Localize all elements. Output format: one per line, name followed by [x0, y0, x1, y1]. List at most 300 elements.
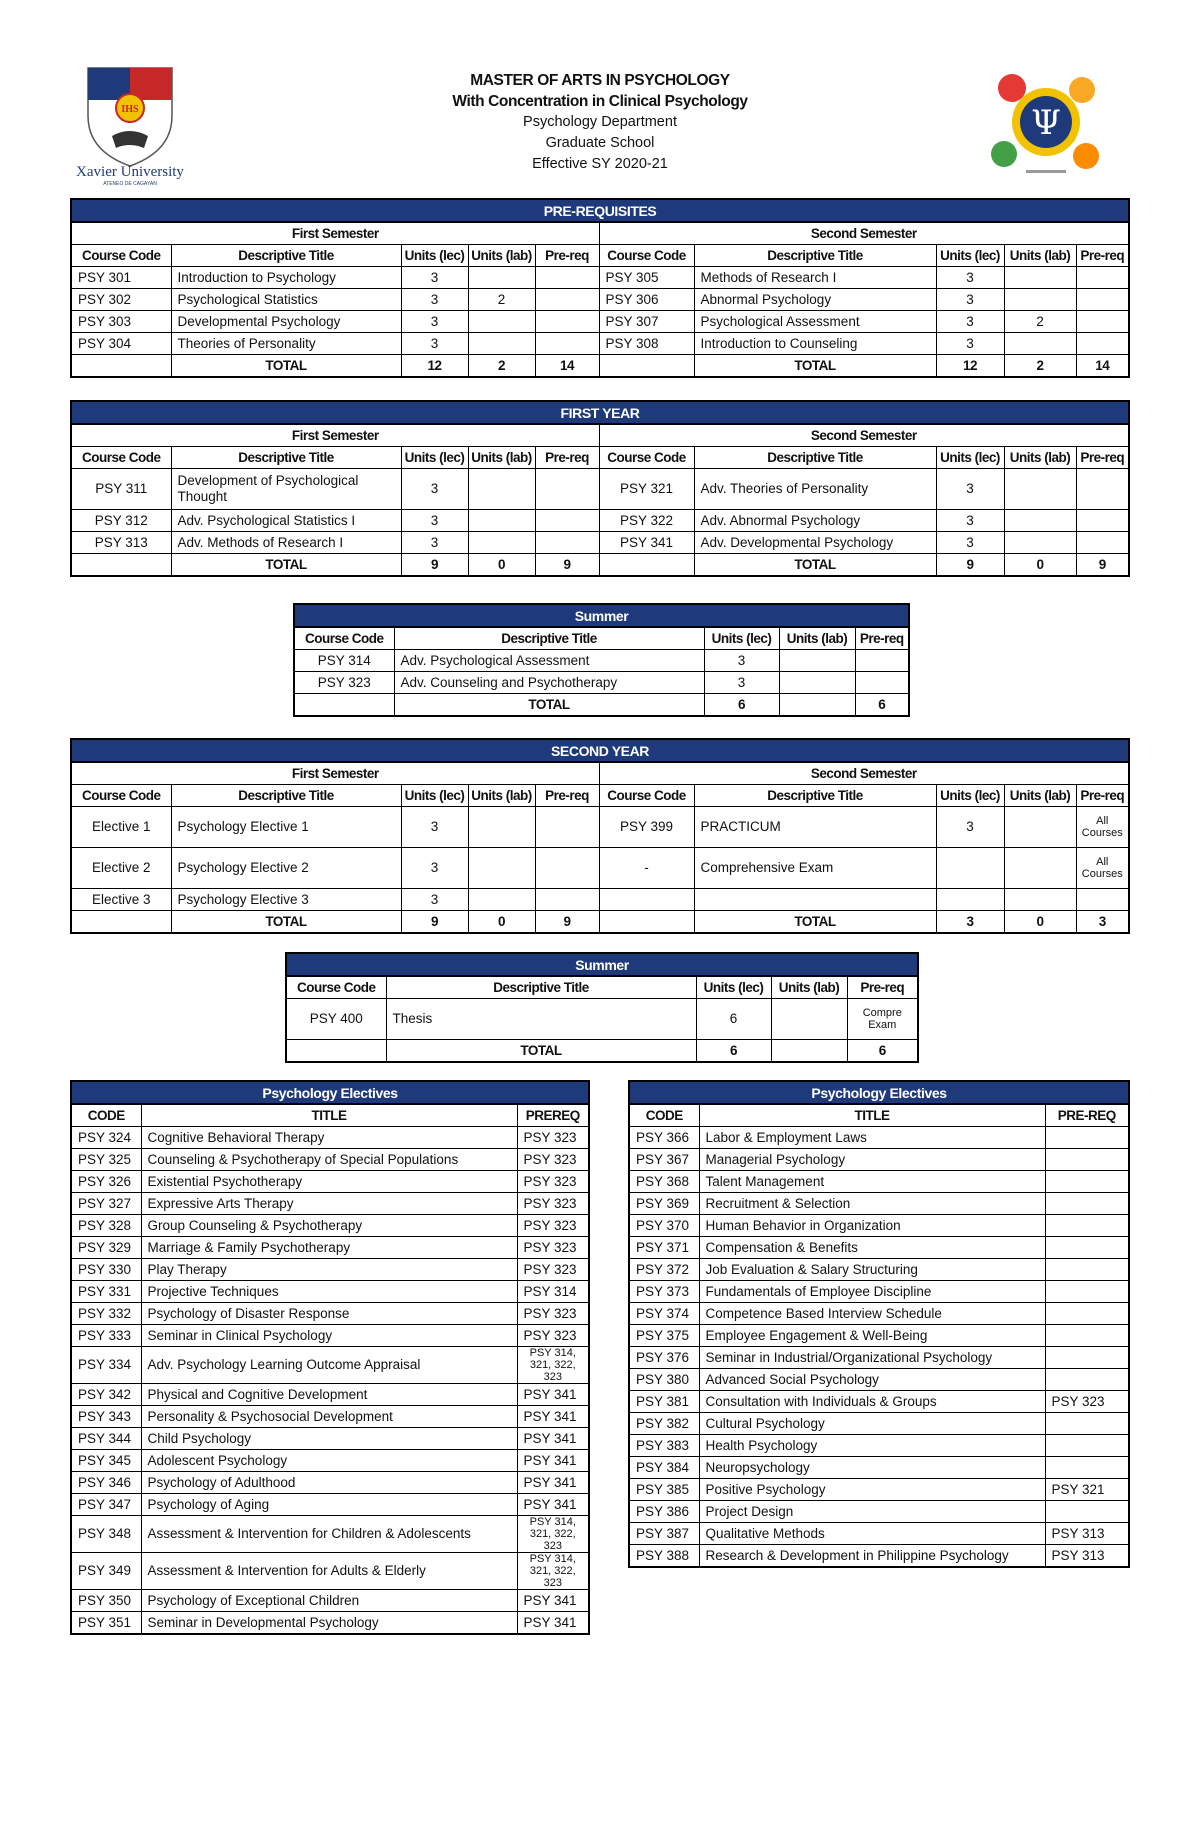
units-lec: 3	[936, 532, 1004, 554]
elective-title: Counseling & Psychotherapy of Special Populations	[141, 1149, 517, 1171]
col-header: Descriptive Title	[386, 976, 696, 999]
program-title: MASTER OF ARTS IN PSYCHOLOGY	[470, 72, 730, 89]
elective-prereq	[1045, 1303, 1129, 1325]
col-header: Descriptive Title	[694, 785, 936, 807]
sem-label: First Semester	[71, 222, 599, 245]
units-lec: 3	[401, 848, 468, 889]
elective-title: Personality & Psychosocial Development	[141, 1406, 517, 1428]
units-lec: 3	[401, 889, 468, 911]
elective-title: Psychology of Disaster Response	[141, 1303, 517, 1325]
elective-prereq	[1045, 1413, 1129, 1435]
units-lec: 3	[936, 807, 1004, 848]
table-row	[71, 1553, 589, 1590]
col-header: TITLE	[699, 1104, 1045, 1127]
prereq: All Courses	[1076, 807, 1129, 848]
col-header: Course Code	[599, 245, 694, 267]
col-header: Units (lab)	[468, 245, 535, 267]
course-title: Adv. Theories of Personality	[694, 469, 936, 510]
elective-title: Competence Based Interview Schedule	[699, 1303, 1045, 1325]
elective-prereq	[1045, 1215, 1129, 1237]
elective-title: Recruitment & Selection	[699, 1193, 1045, 1215]
prereq	[1076, 311, 1129, 333]
elective-code: PSY 342	[71, 1384, 141, 1406]
elective-title: Psychology of Aging	[141, 1494, 517, 1516]
table-row	[71, 469, 1129, 510]
elective-title: Advanced Social Psychology	[699, 1369, 1045, 1391]
elective-title: Labor & Employment Laws	[699, 1127, 1045, 1149]
table-row	[71, 1149, 589, 1171]
elective-code: PSY 347	[71, 1494, 141, 1516]
course-code: PSY 304	[71, 333, 171, 355]
elective-code: PSY 326	[71, 1171, 141, 1193]
table-row	[71, 333, 1129, 355]
total-row	[294, 694, 909, 717]
total-lab: 0	[1004, 911, 1076, 934]
elective-title: Psychology of Adulthood	[141, 1472, 517, 1494]
table-row	[629, 1457, 1129, 1479]
col-header: Units (lec)	[401, 447, 468, 469]
elective-code: PSY 344	[71, 1428, 141, 1450]
summer-2-table	[285, 952, 919, 1063]
electives-right-table	[628, 1080, 1130, 1568]
prereq	[535, 469, 599, 510]
col-header: Course Code	[599, 785, 694, 807]
total-prereq: 9	[535, 554, 599, 577]
sem-label: First Semester	[71, 424, 599, 447]
units-lec	[936, 848, 1004, 889]
col-header: Units (lab)	[771, 976, 847, 999]
table-row	[629, 1215, 1129, 1237]
table-row	[629, 1435, 1129, 1457]
electives-left-table	[70, 1080, 590, 1635]
units-lab	[1004, 807, 1076, 848]
table-row	[71, 1193, 589, 1215]
elective-prereq	[1045, 1171, 1129, 1193]
school: Graduate School	[545, 135, 655, 151]
elective-prereq: PSY 323	[517, 1237, 589, 1259]
sem-label: Second Semester	[599, 762, 1129, 785]
units-lec: 6	[696, 999, 771, 1040]
svg-text:Ψ: Ψ	[1031, 103, 1061, 143]
units-lec: 3	[401, 267, 468, 289]
units-lab	[1004, 889, 1076, 911]
elective-code: PSY 388	[629, 1545, 699, 1568]
table-row	[71, 311, 1129, 333]
col-header: Course Code	[71, 447, 171, 469]
elective-code: PSY 350	[71, 1590, 141, 1612]
col-header: Pre-req	[535, 447, 599, 469]
course-title: Adv. Developmental Psychology	[694, 532, 936, 554]
course-title: Introduction to Psychology	[171, 267, 401, 289]
table-row	[71, 1406, 589, 1428]
elective-code: PSY 325	[71, 1149, 141, 1171]
elective-prereq: PSY 341	[517, 1494, 589, 1516]
units-lab	[1004, 289, 1076, 311]
prereq	[855, 650, 909, 672]
course-title: Adv. Methods of Research I	[171, 532, 401, 554]
elective-title: Adolescent Psychology	[141, 1450, 517, 1472]
col-header: Units (lec)	[704, 627, 779, 650]
elective-code: PSY 329	[71, 1237, 141, 1259]
table-row	[629, 1545, 1129, 1568]
table-row	[71, 889, 1129, 911]
total-row	[71, 911, 1129, 934]
course-code: PSY 301	[71, 267, 171, 289]
elective-code: PSY 375	[629, 1325, 699, 1347]
prereq	[1076, 889, 1129, 911]
total-lab: 0	[1004, 554, 1076, 577]
col-header: CODE	[71, 1104, 141, 1127]
course-title: Psychological Assessment	[694, 311, 936, 333]
total-lec: 9	[401, 554, 468, 577]
elective-code: PSY 367	[629, 1149, 699, 1171]
units-lec: 3	[936, 333, 1004, 355]
total-lab	[779, 694, 855, 717]
logo-wordmark: Xavier University	[76, 164, 184, 180]
band-title: Psychology Electives	[71, 1081, 589, 1104]
total-prereq: 9	[535, 911, 599, 934]
col-header: Pre-req	[855, 627, 909, 650]
course-code: PSY 399	[599, 807, 694, 848]
prereq	[1076, 532, 1129, 554]
department: Psychology Department	[523, 114, 677, 130]
units-lab	[1004, 510, 1076, 532]
elective-prereq: PSY 341	[517, 1450, 589, 1472]
units-lab	[468, 807, 535, 848]
elective-title: Adv. Psychology Learning Outcome Appraisal	[141, 1347, 517, 1384]
units-lec: 3	[401, 289, 468, 311]
units-lec: 3	[936, 510, 1004, 532]
elective-code: PSY 332	[71, 1303, 141, 1325]
elective-code: PSY 345	[71, 1450, 141, 1472]
prereq	[1076, 510, 1129, 532]
first-year-table	[70, 400, 1130, 577]
elective-code: PSY 370	[629, 1215, 699, 1237]
table-row	[629, 1501, 1129, 1523]
elective-title: Human Behavior in Organization	[699, 1215, 1045, 1237]
table-row	[71, 1384, 589, 1406]
units-lab	[468, 889, 535, 911]
units-lab	[468, 311, 535, 333]
total-prereq: 3	[1076, 911, 1129, 934]
col-header: Pre-req	[1076, 447, 1129, 469]
elective-title: Child Psychology	[141, 1428, 517, 1450]
table-row	[294, 650, 909, 672]
course-code: PSY 303	[71, 311, 171, 333]
elective-code: PSY 387	[629, 1523, 699, 1545]
col-header: Units (lec)	[401, 785, 468, 807]
elective-title: Marriage & Family Psychotherapy	[141, 1237, 517, 1259]
elective-code: PSY 381	[629, 1391, 699, 1413]
units-lab	[771, 999, 847, 1040]
table-row	[71, 1494, 589, 1516]
course-title	[694, 889, 936, 911]
elective-prereq: PSY 323	[517, 1127, 589, 1149]
table-row	[71, 1325, 589, 1347]
course-code: PSY 400	[286, 999, 386, 1040]
elective-prereq	[1045, 1237, 1129, 1259]
elective-title: Fundamentals of Employee Discipline	[699, 1281, 1045, 1303]
units-lec: 3	[936, 469, 1004, 510]
units-lec: 3	[401, 311, 468, 333]
elective-title: Assessment & Intervention for Adults & Elderly	[141, 1553, 517, 1590]
units-lec: 3	[401, 469, 468, 510]
table-row	[629, 1281, 1129, 1303]
course-code	[599, 889, 694, 911]
col-header: Units (lec)	[936, 447, 1004, 469]
table-row	[629, 1523, 1129, 1545]
col-header: Pre-req	[1076, 245, 1129, 267]
total-label: TOTAL	[694, 355, 936, 378]
table-row	[71, 1237, 589, 1259]
elective-code: PSY 380	[629, 1369, 699, 1391]
col-header: Course Code	[71, 245, 171, 267]
sem-label: Second Semester	[599, 222, 1129, 245]
col-header: Units (lab)	[468, 447, 535, 469]
col-header: Pre-req	[1076, 785, 1129, 807]
elective-title: Seminar in Clinical Psychology	[141, 1325, 517, 1347]
elective-title: Job Evaluation & Salary Structuring	[699, 1259, 1045, 1281]
units-lab	[1004, 532, 1076, 554]
col-header: Descriptive Title	[171, 245, 401, 267]
elective-prereq	[1045, 1193, 1129, 1215]
elective-title: Assessment & Intervention for Children & Adolescents	[141, 1516, 517, 1553]
elective-prereq	[1045, 1127, 1129, 1149]
prereq	[535, 807, 599, 848]
elective-title: Cultural Psychology	[699, 1413, 1045, 1435]
table-row	[71, 1472, 589, 1494]
total-row	[71, 554, 1129, 577]
col-header: Units (lec)	[936, 785, 1004, 807]
elective-title: Psychology of Exceptional Children	[141, 1590, 517, 1612]
total-label: TOTAL	[171, 355, 401, 378]
elective-prereq: PSY 323	[517, 1149, 589, 1171]
col-header: Descriptive Title	[171, 785, 401, 807]
elective-code: PSY 386	[629, 1501, 699, 1523]
elective-title: Qualitative Methods	[699, 1523, 1045, 1545]
course-title: Psychology Elective 1	[171, 807, 401, 848]
prereq	[535, 889, 599, 911]
elective-code: PSY 348	[71, 1516, 141, 1553]
elective-prereq: PSY 314	[517, 1281, 589, 1303]
total-prereq: 6	[847, 1040, 918, 1063]
table-row	[71, 1450, 589, 1472]
elective-title: Employee Engagement & Well-Being	[699, 1325, 1045, 1347]
table-row	[71, 1516, 589, 1553]
table-row	[629, 1259, 1129, 1281]
course-title: Developmental Psychology	[171, 311, 401, 333]
units-lab: 2	[468, 289, 535, 311]
col-header: Descriptive Title	[694, 447, 936, 469]
units-lec: 3	[401, 333, 468, 355]
units-lab	[1004, 267, 1076, 289]
elective-prereq	[1045, 1369, 1129, 1391]
elective-prereq: PSY 323	[517, 1325, 589, 1347]
elective-title: Projective Techniques	[141, 1281, 517, 1303]
total-prereq: 14	[1076, 355, 1129, 378]
total-lec: 6	[704, 694, 779, 717]
table-row	[71, 848, 1129, 889]
col-header: Course Code	[71, 785, 171, 807]
total-lec: 3	[936, 911, 1004, 934]
course-title: PRACTICUM	[694, 807, 936, 848]
units-lab	[468, 267, 535, 289]
elective-code: PSY 351	[71, 1612, 141, 1635]
elective-title: Seminar in Developmental Psychology	[141, 1612, 517, 1635]
table-row	[71, 1612, 589, 1635]
col-header: Course Code	[599, 447, 694, 469]
elective-code: PSY 372	[629, 1259, 699, 1281]
prereq	[1076, 289, 1129, 311]
elective-title: Seminar in Industrial/Organizational Psychology	[699, 1347, 1045, 1369]
col-header: Descriptive Title	[171, 447, 401, 469]
course-code: -	[599, 848, 694, 889]
units-lab	[468, 333, 535, 355]
total-label: TOTAL	[171, 911, 401, 934]
total-row	[71, 355, 1129, 378]
elective-title: Health Psychology	[699, 1435, 1045, 1457]
elective-title: Consultation with Individuals & Groups	[699, 1391, 1045, 1413]
prereq	[1076, 469, 1129, 510]
total-lab: 0	[468, 554, 535, 577]
elective-code: PSY 369	[629, 1193, 699, 1215]
course-code: PSY 306	[599, 289, 694, 311]
logo-subtext: ATENEO DE CAGAYAN	[103, 181, 157, 186]
elective-prereq: PSY 323	[517, 1215, 589, 1237]
band-title: Summer	[294, 604, 909, 627]
total-label: TOTAL	[694, 911, 936, 934]
units-lec: 3	[401, 807, 468, 848]
units-lab	[468, 532, 535, 554]
units-lab	[468, 469, 535, 510]
svg-text:IHS: IHS	[121, 104, 139, 115]
sem-label: Second Semester	[599, 424, 1129, 447]
elective-prereq: PSY 341	[517, 1428, 589, 1450]
total-row	[286, 1040, 918, 1063]
xavier-university-logo	[60, 66, 200, 186]
course-title: Abnormal Psychology	[694, 289, 936, 311]
course-code: PSY 305	[599, 267, 694, 289]
elective-code: PSY 373	[629, 1281, 699, 1303]
prerequisites-table	[70, 198, 1130, 378]
second-year-table	[70, 738, 1130, 934]
elective-title: Neuropsychology	[699, 1457, 1045, 1479]
col-header: Units (lab)	[1004, 785, 1076, 807]
table-row	[629, 1303, 1129, 1325]
course-title: Psychological Statistics	[171, 289, 401, 311]
document-header	[300, 70, 900, 175]
units-lec: 3	[936, 311, 1004, 333]
table-row	[629, 1193, 1129, 1215]
units-lec	[936, 889, 1004, 911]
elective-prereq: PSY 321	[1045, 1479, 1129, 1501]
elective-title: Physical and Cognitive Development	[141, 1384, 517, 1406]
prereq	[535, 289, 599, 311]
elective-prereq: PSY 323	[517, 1193, 589, 1215]
table-row	[71, 1171, 589, 1193]
units-lec: 3	[401, 532, 468, 554]
units-lec: 3	[704, 672, 779, 694]
summer-1-table	[293, 603, 910, 717]
elective-prereq	[1045, 1435, 1129, 1457]
elective-code: PSY 384	[629, 1457, 699, 1479]
total-lab: 2	[1004, 355, 1076, 378]
col-header: Units (lab)	[1004, 447, 1076, 469]
course-code: PSY 313	[71, 532, 171, 554]
col-header: Units (lab)	[1004, 245, 1076, 267]
elective-title: Cognitive Behavioral Therapy	[141, 1127, 517, 1149]
total-prereq: 9	[1076, 554, 1129, 577]
col-header: Units (lec)	[696, 976, 771, 999]
col-header: PRE-REQ	[1045, 1104, 1129, 1127]
elective-code: PSY 346	[71, 1472, 141, 1494]
elective-title: Positive Psychology	[699, 1479, 1045, 1501]
prereq	[535, 848, 599, 889]
col-header: Course Code	[286, 976, 386, 999]
course-title: Methods of Research I	[694, 267, 936, 289]
band-title: PRE-REQUISITES	[71, 199, 1129, 222]
units-lab	[779, 672, 855, 694]
elective-code: PSY 343	[71, 1406, 141, 1428]
elective-code: PSY 376	[629, 1347, 699, 1369]
units-lec: 3	[936, 289, 1004, 311]
elective-prereq	[1045, 1457, 1129, 1479]
elective-title: Talent Management	[699, 1171, 1045, 1193]
total-prereq: 6	[855, 694, 909, 717]
total-label: TOTAL	[394, 694, 704, 717]
elective-code: PSY 334	[71, 1347, 141, 1384]
elective-code: PSY 333	[71, 1325, 141, 1347]
table-row	[71, 267, 1129, 289]
elective-code: PSY 371	[629, 1237, 699, 1259]
course-code: PSY 307	[599, 311, 694, 333]
elective-code: PSY 349	[71, 1553, 141, 1590]
course-code: PSY 341	[599, 532, 694, 554]
col-header: Units (lab)	[468, 785, 535, 807]
units-lab	[468, 848, 535, 889]
elective-title: Expressive Arts Therapy	[141, 1193, 517, 1215]
col-header: Pre-req	[535, 245, 599, 267]
elective-prereq: PSY 313	[1045, 1523, 1129, 1545]
course-code: PSY 308	[599, 333, 694, 355]
course-code: Elective 1	[71, 807, 171, 848]
prereq	[1076, 267, 1129, 289]
elective-title: Existential Psychotherapy	[141, 1171, 517, 1193]
elective-prereq	[1045, 1501, 1129, 1523]
table-row	[71, 1215, 589, 1237]
units-lab	[779, 650, 855, 672]
elective-title: Play Therapy	[141, 1259, 517, 1281]
table-row	[629, 1369, 1129, 1391]
psychology-department-logo	[982, 66, 1110, 186]
elective-prereq: PSY 314, 321, 322, 323	[517, 1553, 589, 1590]
units-lab	[468, 510, 535, 532]
course-title: Adv. Counseling and Psychotherapy	[394, 672, 704, 694]
prereq	[535, 532, 599, 554]
sem-label: First Semester	[71, 762, 599, 785]
table-row	[71, 1428, 589, 1450]
table-row	[71, 1127, 589, 1149]
elective-prereq: PSY 341	[517, 1406, 589, 1428]
prereq	[535, 311, 599, 333]
col-header: TITLE	[141, 1104, 517, 1127]
table-row	[71, 1259, 589, 1281]
course-code: PSY 312	[71, 510, 171, 532]
table-row	[71, 532, 1129, 554]
total-label: TOTAL	[386, 1040, 696, 1063]
elective-code: PSY 330	[71, 1259, 141, 1281]
course-title: Adv. Abnormal Psychology	[694, 510, 936, 532]
